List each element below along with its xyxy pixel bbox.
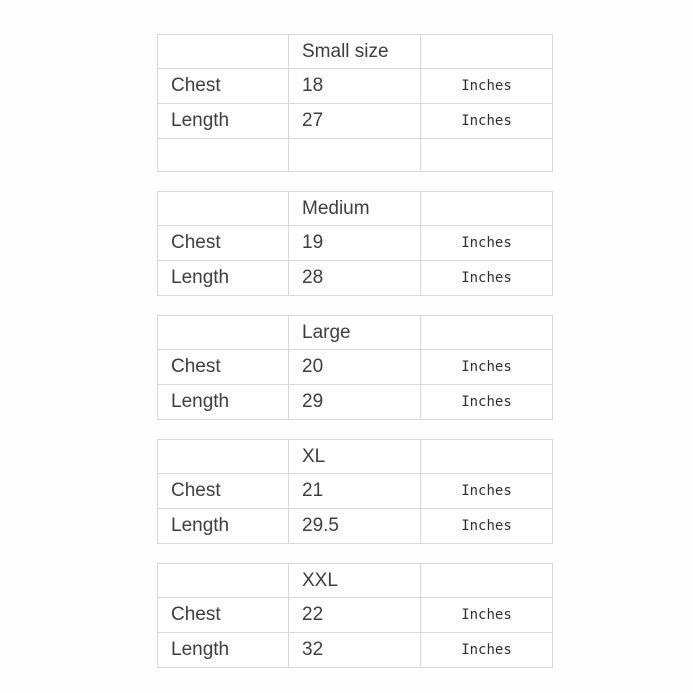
dimension-label: Length [158,104,289,139]
size-table [157,563,553,668]
measurement-row [158,385,553,420]
empty-cell [421,440,553,474]
dimension-label [158,139,289,172]
dimension-label: Chest [158,69,289,104]
dimension-unit: Inches [421,104,553,139]
empty-cell [158,316,289,350]
size-tables [157,34,552,687]
size-header-row [158,316,553,350]
size-label: XL [289,440,421,474]
dimension-unit: Inches [421,350,553,385]
dimension-value: 27 [289,104,421,139]
empty-cell [421,316,553,350]
measurement-row [158,350,553,385]
empty-cell [421,564,553,598]
size-table [157,315,553,420]
size-label: Small size [289,35,421,69]
dimension-value: 29 [289,385,421,420]
measurement-row [158,509,553,544]
dimension-value: 20 [289,350,421,385]
size-table [157,191,553,296]
empty-cell [158,564,289,598]
measurement-row [158,598,553,633]
empty-row [158,139,553,172]
empty-cell [421,35,553,69]
size-header-row [158,35,553,69]
measurement-row [158,69,553,104]
dimension-unit: Inches [421,226,553,261]
size-label: Medium [289,192,421,226]
dimension-unit: Inches [421,509,553,544]
dimension-value: 19 [289,226,421,261]
dimension-value: 32 [289,633,421,668]
dimension-unit: Inches [421,385,553,420]
dimension-label: Length [158,509,289,544]
dimension-value: 28 [289,261,421,296]
dimension-unit [421,139,553,172]
size-table [157,439,553,544]
size-label: Large [289,316,421,350]
dimension-value: 18 [289,69,421,104]
dimension-label: Length [158,261,289,296]
dimension-unit: Inches [421,598,553,633]
dimension-value: 22 [289,598,421,633]
empty-cell [158,35,289,69]
dimension-value: 21 [289,474,421,509]
size-table [157,34,553,172]
dimension-unit: Inches [421,261,553,296]
measurement-row [158,104,553,139]
dimension-label: Chest [158,598,289,633]
dimension-label: Chest [158,226,289,261]
empty-cell [158,192,289,226]
measurement-row [158,633,553,668]
dimension-label: Chest [158,474,289,509]
size-header-row [158,564,553,598]
dimension-unit: Inches [421,474,553,509]
empty-cell [421,192,553,226]
measurement-row [158,261,553,296]
measurement-row [158,474,553,509]
dimension-value [289,139,421,172]
dimension-value: 29.5 [289,509,421,544]
empty-cell [158,440,289,474]
dimension-label: Length [158,633,289,668]
dimension-unit: Inches [421,633,553,668]
measurement-row [158,226,553,261]
dimension-label: Chest [158,350,289,385]
dimension-label: Length [158,385,289,420]
size-header-row [158,192,553,226]
dimension-unit: Inches [421,69,553,104]
size-header-row [158,440,553,474]
size-label: XXL [289,564,421,598]
